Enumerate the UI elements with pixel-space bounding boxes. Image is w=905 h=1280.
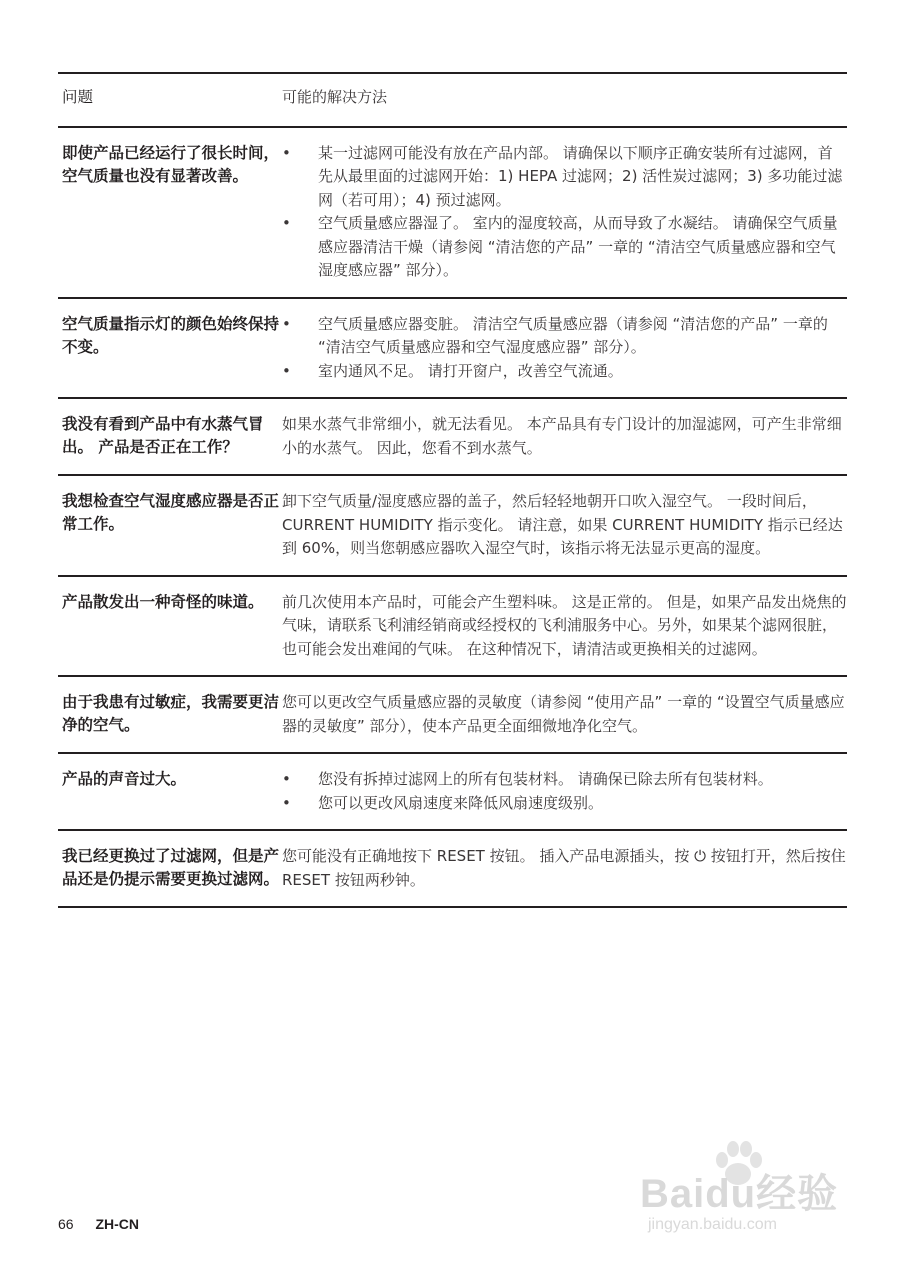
row-answer: [282, 299, 847, 398]
answer-bullet: • 空气质量感应器湿了。 室内的湿度较高，从而导致了水凝结。 请确保空气质量感应器清洁干燥（请参阅 “清洁您的产品” 一章的 “清洁空气质量感应器和空气湿度感应器” 部分）。: [282, 212, 847, 283]
answer-bullet: • 空气质量感应器变脏。 清洁空气质量感应器（请参阅 “清洁您的产品” 一章的 “清洁空气质量感应器和空气湿度感应器” 部分）。: [282, 313, 847, 360]
row-answer: 如果水蒸气非常细小，就无法看见。 本产品具有专门设计的加湿滤网，可产生非常细小的水蒸气。 因此，您看不到水蒸气。: [282, 415, 842, 457]
row-answer: [282, 128, 847, 297]
row-answer: 卸下空气质量/湿度感应器的盖子，然后轻轻地朝开口吹入湿空气。 一段时间后，CURRENT HUMIDITY 指示变化。 请注意，如果 CURRENT HUMIDITY 指示已经达到 60%，则当您朝感应器吹入湿空气时，该指示将无法显示更高的湿度。: [282, 492, 843, 557]
row-question: 我没有看到产品中有水蒸气冒出。 产品是否正在工作？: [62, 415, 264, 456]
language-code: ZH-CN: [95, 1216, 140, 1232]
row-question: 我想检查空气湿度感应器是否正常工作。: [62, 492, 280, 533]
troubleshooting-table: [58, 72, 847, 908]
table-row: [58, 752, 847, 829]
watermark-logo: Baidu经验: [640, 1172, 839, 1216]
table-row: [58, 675, 847, 752]
page-number: 66: [58, 1216, 74, 1232]
answer-bullet: • 某一过滤网可能没有放在产品内部。 请确保以下顺序正确安装所有过滤网，首先从最里面的过滤网开始：1) HEPA 过滤网；2) 活性炭过滤网；3) 多功能过滤网（若可用）；4) 预过滤网。: [282, 142, 847, 213]
table-header-row: [58, 72, 847, 126]
table-row: [58, 474, 847, 575]
row-question: 产品散发出一种奇怪的味道。: [62, 592, 264, 611]
row-answer: 前几次使用本产品时，可能会产生塑料味。 这是正常的。 但是，如果产品发出烧焦的气味，请联系飞利浦经销商或经授权的飞利浦服务中心。另外，如果某个滤网很脏，也可能会发出难闻的气味。 在这种情况下，请清洁或更换相关的过滤网。: [282, 592, 847, 658]
watermark: [640, 1140, 860, 1240]
header-question: 问题: [62, 88, 94, 106]
row-question: 我已经更换过了过滤网，但是产品还是仍提示需要更换过滤网。: [62, 847, 280, 888]
row-question: 空气质量指示灯的颜色始终保持不变。: [62, 314, 280, 356]
table-row: [58, 126, 847, 297]
table-row: [58, 575, 847, 676]
table-row: [58, 297, 847, 398]
answer-bullet: • 室内通风不足。 请打开窗户，改善空气流通。: [282, 360, 847, 384]
row-answer: [282, 754, 847, 829]
answer-bullet: • 您没有拆掉过滤网上的所有包装材料。 请确保已除去所有包装材料。: [282, 768, 847, 792]
row-answer: 您可能没有正确地按下 RESET 按钮。 插入产品电源插头，按 ⏻ 按钮打开，然后按住 RESET 按钮两秒钟。: [282, 847, 846, 889]
row-question: 即使产品已经运行了很长时间，空气质量也没有显著改善。: [62, 143, 280, 185]
table-row: [58, 829, 847, 908]
watermark-url: jingyan.baidu.com: [648, 1216, 777, 1233]
row-answer: 您可以更改空气质量感应器的灵敏度（请参阅 “使用产品” 一章的 “设置空气质量感应器的灵敏度” 部分），使本产品更全面细微地净化空气。: [282, 693, 845, 735]
table-row: [58, 397, 847, 474]
row-question: 由于我患有过敏症，我需要更洁净的空气。: [62, 693, 280, 734]
header-answer: 可能的解决方法: [282, 88, 388, 106]
answer-bullet: • 您可以更改风扇速度来降低风扇速度级别。: [282, 792, 847, 816]
row-question: 产品的声音过大。: [62, 770, 187, 788]
page-footer: [58, 1216, 139, 1232]
